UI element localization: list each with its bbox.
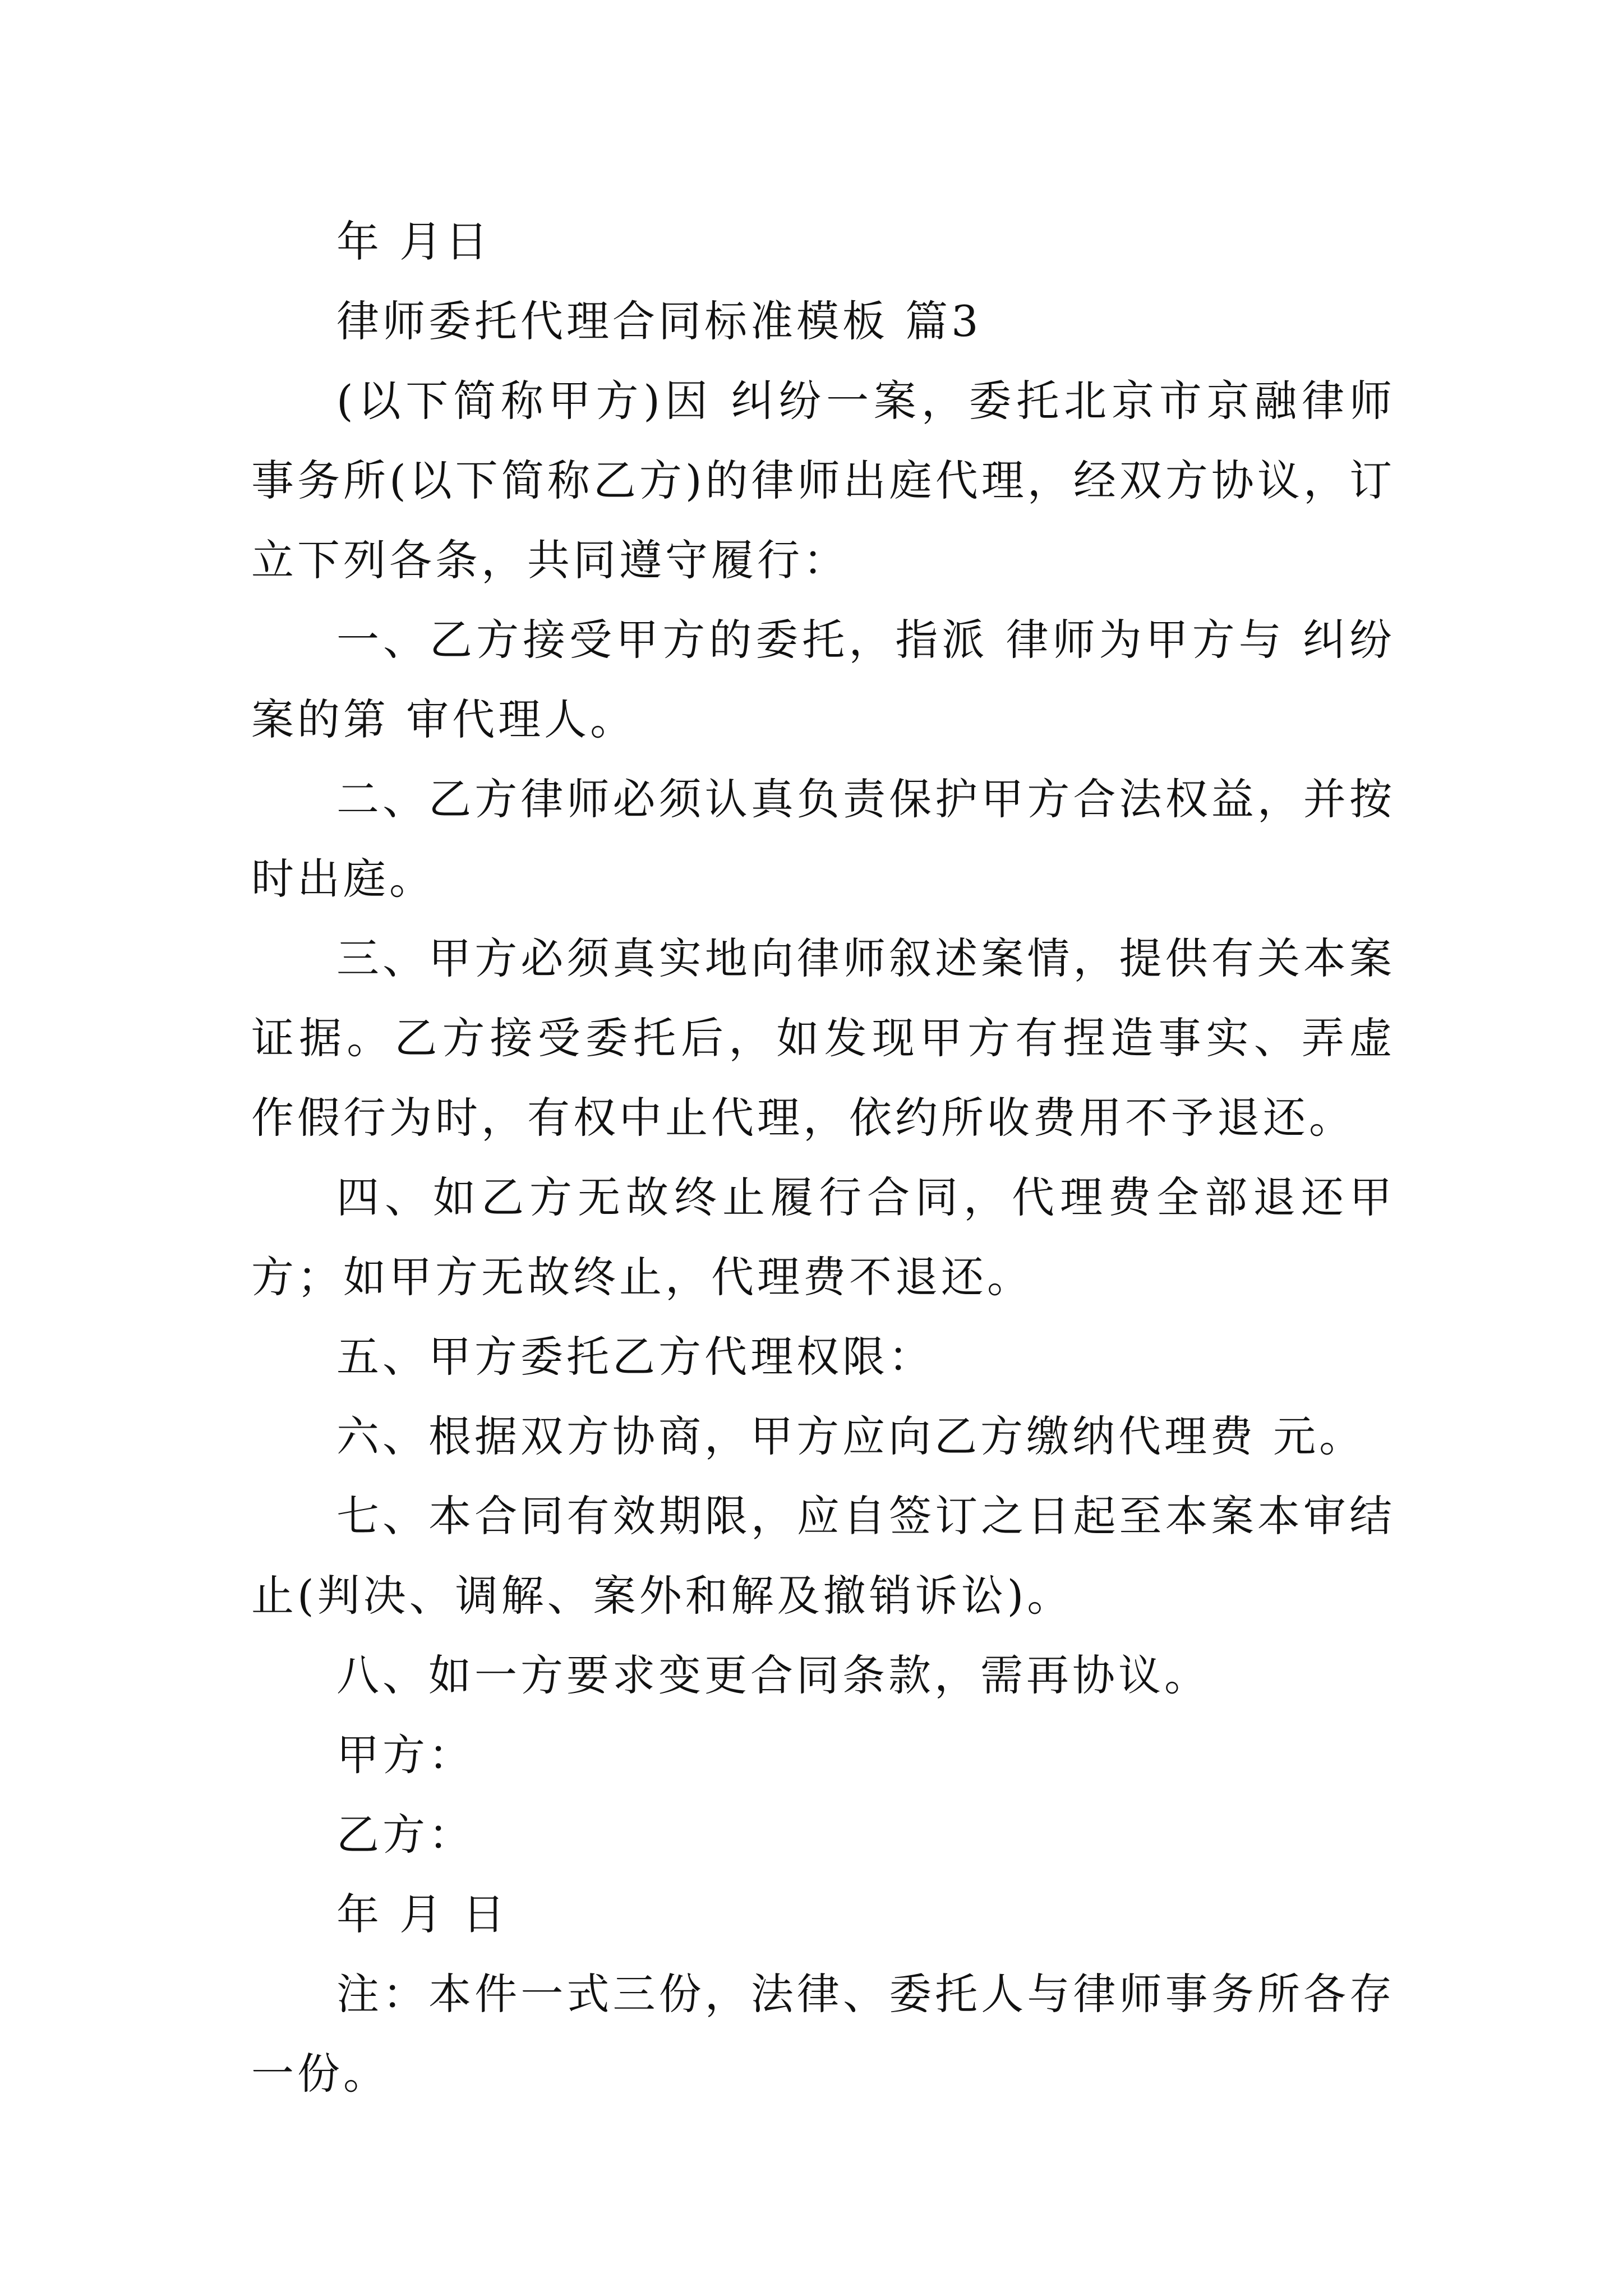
date-line-top: 年 月日 (336, 217, 492, 266)
party-b-signature: 乙方： (336, 1810, 474, 1860)
document-title: 律师委托代理合同标准模板 篇3 (336, 296, 982, 346)
clause-7: 七、本合同有效期限，应自签订之日起至本案本审结止(判决、调解、案外和解及撤销诉讼)。 (251, 1491, 1395, 1621)
clause-2: 二、乙方律师必须认真负责保护甲方合法权益，并按时出庭。 (251, 774, 1395, 904)
clause-3: 三、甲方必须真实地向律师叙述案情，提供有关本案证据。乙方接受委托后，如发现甲方有捏造事实、弄虚作假行为时，有权中止代理，依约所收费用不予退还。 (251, 933, 1395, 1143)
clause-4: 四、如乙方无故终止履行合同，代理费全部退还甲方；如甲方无故终止，代理费不退还。 (251, 1172, 1395, 1302)
date-line-bottom: 年 月 日 (336, 1889, 509, 1939)
note-paragraph: 注：本件一式三份，法律、委托人与律师事务所各存一份。 (251, 1969, 1395, 2099)
clause-5: 五、甲方委托乙方代理权限： (336, 1332, 934, 1382)
clause-6: 六、根据双方协商，甲方应向乙方缴纳代理费 元。 (336, 1411, 1366, 1461)
document-body (251, 202, 1395, 2114)
intro-paragraph: (以下简称甲方)因 纠纷一案，委托北京市京融律师事务所(以下简称乙方)的律师出庭代理，经双方协议，订立下列各条，共同遵守履行： (251, 376, 1395, 585)
party-a-signature: 甲方： (336, 1730, 474, 1780)
clause-8: 八、如一方要求变更合同条款，需再协议。 (336, 1650, 1210, 1700)
clause-1: 一、乙方接受甲方的委托，指派 律师为甲方与 纠纷案的第 审代理人。 (251, 615, 1395, 744)
